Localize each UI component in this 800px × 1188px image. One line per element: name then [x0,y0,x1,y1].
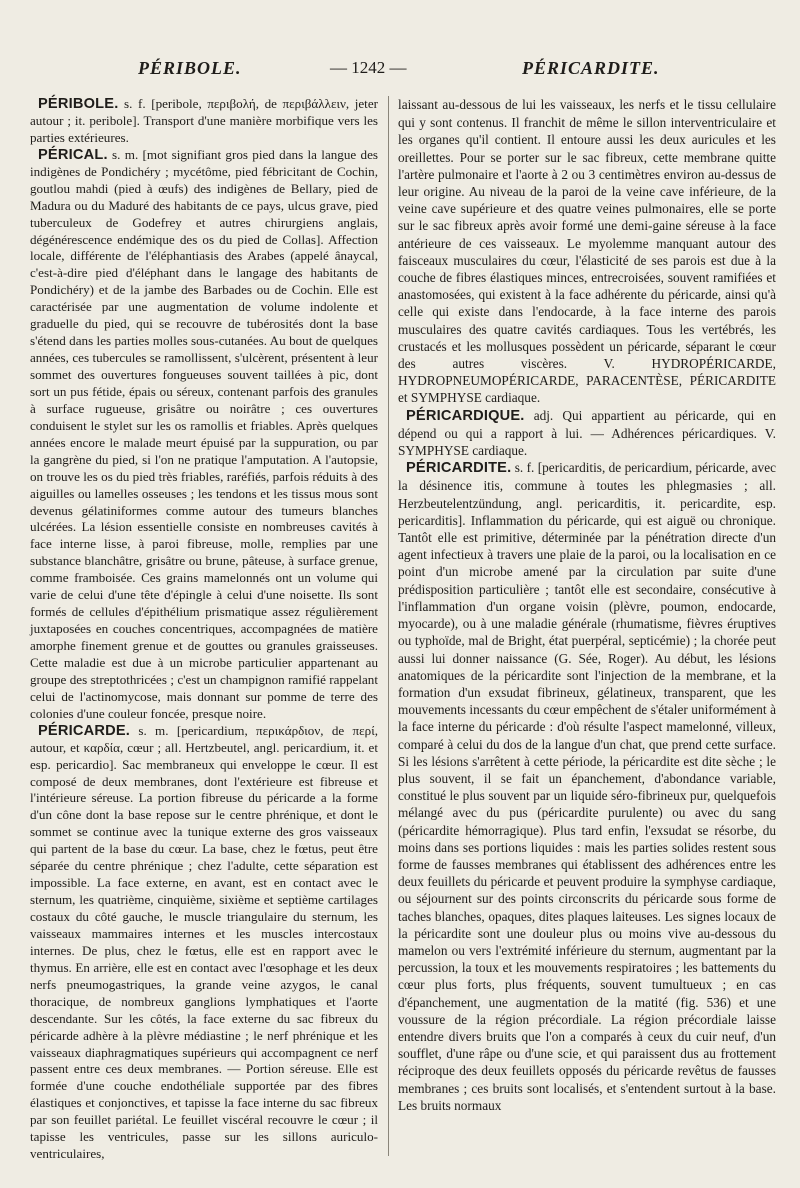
left-column [30,96,378,1163]
headword: PÉRIBOLE. [38,96,119,112]
page-number: — 1242 — [330,58,407,77]
entry-text: s. m. [mot signifiant gros pied dans la langue des indigènes de Pondichéry ; mycétôme, pied fébricitant de Cochin, goutlou mahdi (pied à œufs) des indigènes de Bellary, pied de Madura ou du Maduré des habitants de ce pays, ulcus grave, pied tuberculeux de Godefrey et autres chirurgiens anglais, dégénérescence endémique des os du pied de Collas]. Affection locale, différente de l'éléphantiasis des Arabes (appelé ânaycal, c'est-à-dire pied d'éléphant dans le langage des habitants de Pondichéry) et de la jambe des Barbades ou de Cochin. Elle est caractérisée par une augmentation de volume indolente et graduelle du pied, qui se recouvre de tubérosités dont la base s'étend dans les parties molles sous-cutanées. Au bout de quelques années, ces tubercules se ramollissent, s'ulcèrent, présentent à leur sommet des ouvertures fongueuses souvent taillées à pic, dont sort un pus fétide, épais ou séreux, contenant parfois des granules à surface rugueuse, grisâtre ou noirâtre ; ces ouvertures conduisent le stylet sur les os ramollis et friables. Après quelques années encore le malade meurt épuisé par la suppuration, ou par la gangrène du pied, si l'on ne pratique l'amputation. A l'autopsie, on trouve les os du pied très friables, raréfiés, parfois réduits à des aiguilles ou lamelles osseuses ; les tendons et les tissus mous sont devenus gélatiniformes comme autour des tumeurs blanches ulcérées. La lésion essentielle consiste en nombreuses cavités à face interne lisse, à paroi fibreuse, molle, remplies par une substance blanchâtre, grisâtre ou brune, pâteuse, à surface grenue, comme framboisée. Ces grains mamelonnés ont un volume qui varie de celui d'une tête d'épingle à celui d'une noisette. Ils sont formés de cellules d'épithélium prismatique assez régulièrement juxtaposées en couches concentriques, accompagnées de matière amorphe finement grenue et de gouttes ou granules graisseuses. Cette maladie est due à un microbe particulier appartenant au groupe des streptothricées ; c'est un champignon ramifié rappelant celui de l'actinomycose, mais donnant sur pomme de terre des colonies d'une couleur foncée, presque noire. [30,146,378,721]
entry-perical [30,147,378,723]
entry-pericardique [398,407,776,460]
right-column [398,96,776,1114]
entry-pericarde [30,723,378,1163]
entry-text: s. f. [peribole, περιβολή, de περιβάλλειν, jeter autour ; it. peribole]. Transport d'une manière morbifique vers les parties extérieures. [30,96,378,145]
entry-peribole [30,96,378,147]
entry-text: adj. Qui appartient au péricarde, qui en dépend ou qui a rapport à lui. — Adhérences péricardiques. V. SYMPHYSE cardiaque. [398,407,776,459]
entry-pericardite [398,459,776,1114]
entry-text: s. m. [pericardium, περικάρδιον, de περί, autour, et καρδία, cœur ; all. Hertzbeutel, angl. pericardium, it. et esp. pericardio]. Sac membraneux qui enveloppe le cœur. Il est composé de deux membranes, dont l'extérieure est fibreuse et l'intérieure séreuse. La portion fibreuse du péricarde a la forme d'un cône dont la base repose sur le centre phrénique, et dont le sommet se continue avec la tunique externe des gros vaisseaux qui partent de la base du cœur. La base, chez le fœtus, peut être séparée du centre phrénique ; chez l'adulte, cette séparation est impossible. La face externe, en avant, est en contact avec le sternum, les quatrième, cinquième, sixième et septième cartilages costaux du côté gauche, le muscle triangulaire du sternum, les vaisseaux mammaires internes et les muscles intercostaux internes. De plus, chez le fœtus, elle est en rapport avec le thymus. En arrière, elle est en contact avec l'œsophage et les deux nerfs pneumogastriques, la grande veine azygos, le canal thoracique, de nombreux ganglions lymphatiques et l'aorte descendante. Sur les côtés, la face externe du sac fibreux du péricarde adhère à la plèvre médiastine ; le nerf phrénique et les vaisseaux diaphragmatiques supérieurs qui accompagnent ce nerf passent entre ces deux membranes. — Portion séreuse. Elle est formée d'une couche endothéliale supportée par des fibres élastiques et conjonctives, et tapisse la face interne du sac fibreux par son feuillet pariétal. Le feuillet viscéral recouvre le cœur ; il tapisse les ventricules, passe sur les sillons auriculo-ventriculaires, [30,722,378,1162]
headword: PÉRICARDE. [38,722,131,739]
headword: PÉRICARDITE. [406,460,512,477]
entry-text: s. f. [pericarditis, de pericardium, péricarde, avec la désinence itis, commune à toutes les phlegmasies ; all. Herzbeutelentzündung, angl. pericarditis, it. pericardite, esp. pericarditis]. Inflammation du péricarde, qui est aiguë ou chronique. Tantôt elle est primitive, déterminée par la pénétration directe d'un agent infectieux à travers une plaie de la paroi, ou la localisation en ce point d'un microbe amené par la circulation par suite d'une prédisposition particulière ; tantôt elle est secondaire, consécutive à l'inflammation d'un organe voisin (plèvre, poumon, endocarde, myocarde), ou à une maladie générale (rhumatisme, fièvres éruptives ou typhoïde, mal de Bright, état puerpéral, septicémie) ; la chorée peut aussi lui donner naissance (G. Sée, Roger). Au début, les lésions anatomiques de la péricardite sont l'injection de la membrane, et la formation d'un exsudat fibrineux, gélatineux, transparent, que les mouvements incessants du cœur empêchent de s'étaler uniformément à la face interne du péricarde : d'où résulte l'aspect mamelonné, villeux, comparé à celui du dos de la langue d'un chat, que prend cette surface. Si les lésions s'arrêtent à cette période, la péricardite est dite sèche ; le plus souvent, il se fait un épanchement, d'abondance variable, constitué le plus souvent par un liquide séro-fibrineux pur, quelquefois mélangé avec du pus (péricardite purulente) ou avec du sang (péricardite hémorragique). Plus tard enfin, l'exsudat se résorbe, du moins dans ses portions liquides : mais les parties solides restent sous forme de fausses membranes qui établissent des adhérences entre les deux feuillets du péricarde et peuvent produire la symphyse cardiaque, ou séjournent sur des points circonscrits du péricarde sous forme de taches blanches, opaques, dites plaques laiteuses. Les signes locaux de la péricardite sont une douleur plus ou moins vive au-dessous du mamelon ou vers l'extrémité inférieure du sternum, augmentant par la percussion, la toux et les mouvements respiratoires ; les battements du cœur plus forts, plus fréquents, souvent tumultueux ; en cas d'épanchement, une augmentation de la matité (fig. 536) et une voussure de la région précordiale. La région précordiale laisse entendre divers bruits que l'on a comparés à ceux du cuir neuf, d'un soufflet, d'une râpe ou d'une scie, et qui paraissent dus au frottement réciproque des deux feuillets opposés du péricarde revêtus de fausses membranes ; ces bruits sont localisés, et s'entendent surtout à la base. Les bruits normaux [398,460,776,1113]
running-header [0,58,800,88]
column-divider [388,96,389,1156]
entry-pericarde-continued [398,96,776,407]
entry-text: laissant au-dessous de lui les vaisseaux, les nerfs et le tissu cellulaire qui y sont contenus. Il franchit de même le sillon interventriculaire et les organes qu'il contient. Il entoure aussi les deux auricules et les oreillettes. Pour se porter sur le sac fibreux, cette membrane quitte l'artère pulmonaire et l'aorte à 2 ou 3 centimètres environ au-dessus de leur origine. Au niveau de la paroi de la veine cave inférieure, de la veine cave supérieure et des quatre veines pulmonaires, elle se porte sur le sac fibreux après avoir formé une demi-gaine séreuse à la face antérieure de ces vaisseaux. Le myolemme manquant autour des faisceaux musculaires du cœur, l'élasticité de ses parois est due à la couche de fibres élastiques minces, entrecroisées, souvent ramifiées et anastomosées, qui existent à la face adhérente du péricarde, ainsi qu'à celle qui existe dans l'endocarde, à la face interne des parois musculaires des quatre cavités cardiaques. Tous les vertébrés, les crustacés et les mollusques possèdent un péricarde, séparant le cœur des autres viscères. V. HYDROPÉRICARDE, HYDROPNEUMOPÉRICARDE, PARACENTÈSE, PÉRICARDITE et SYMPHYSE cardiaque. [398,97,776,406]
headword: PÉRICARDIQUE. [406,407,525,424]
headword: PÉRICAL. [38,146,108,163]
header-right-word: PÉRICARDITE. [522,58,660,78]
header-left-word: PÉRIBOLE. [138,58,242,78]
